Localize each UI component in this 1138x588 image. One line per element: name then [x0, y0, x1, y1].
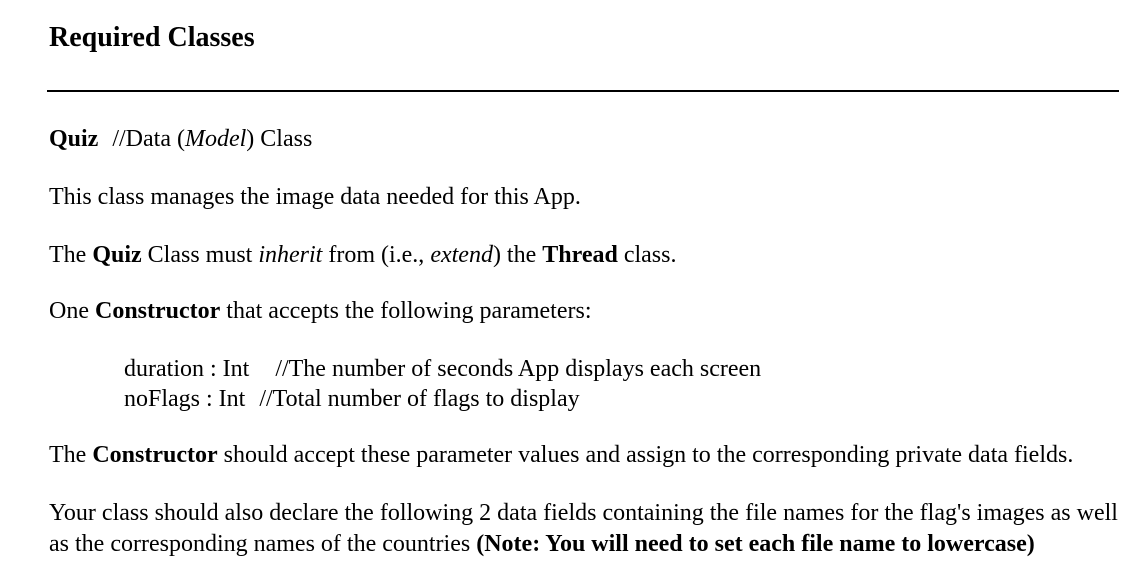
inherit-keyword: inherit: [258, 242, 323, 268]
data-fields-text: Your class should also declare the following 2 data fields containing the file names for the flag's images as well as the corresponding names of the countries: [49, 500, 1118, 557]
quiz-comment-prefix: //Data (: [112, 126, 185, 152]
assign-text-1: The: [49, 442, 93, 468]
inherit-requirement: [49, 240, 676, 270]
inherit-text-5: class.: [617, 242, 677, 268]
page-title: Required Classes: [49, 22, 255, 53]
constructor-assign-line: [49, 440, 1073, 470]
constructor-requirement: [49, 296, 592, 326]
quiz-class-line: [49, 124, 312, 154]
param-comment: //Total number of flags to display: [259, 386, 580, 412]
inherit-quiz: Quiz: [92, 242, 142, 268]
param-signature: noFlags : Int: [124, 386, 246, 412]
param-duration: [124, 354, 761, 384]
inherit-text-2: Class must: [141, 242, 259, 268]
thread-class-name: Thread: [542, 242, 618, 268]
param-comment: //The number of seconds App displays each screen: [275, 356, 762, 382]
inherit-text-3: from (i.e.,: [322, 242, 431, 268]
class-description: This class manages the image data needed for this App.: [49, 184, 581, 210]
inherit-text-1: The: [49, 242, 93, 268]
extend-keyword: extend: [430, 242, 493, 268]
quiz-comment-suffix: ) Class: [246, 126, 313, 152]
inherit-text-4: ) the: [492, 242, 543, 268]
param-noflags: [124, 384, 580, 414]
quiz-class-name: Quiz: [49, 126, 99, 152]
assign-text-2: should accept these parameter values and assign to the corresponding private data fields.: [217, 442, 1074, 468]
assign-constructor-keyword: Constructor: [92, 442, 218, 468]
horizontal-divider: [47, 90, 1119, 92]
constructor-text-2: that accepts the following parameters:: [220, 298, 592, 324]
constructor-keyword: Constructor: [94, 298, 221, 324]
data-fields-paragraph: [49, 498, 1129, 560]
constructor-text-1: One: [49, 298, 95, 324]
param-signature: duration : Int: [124, 356, 250, 382]
quiz-comment-model: Model: [184, 126, 247, 152]
lowercase-note: (Note: You will need to set each file name to lowercase): [476, 531, 1035, 557]
